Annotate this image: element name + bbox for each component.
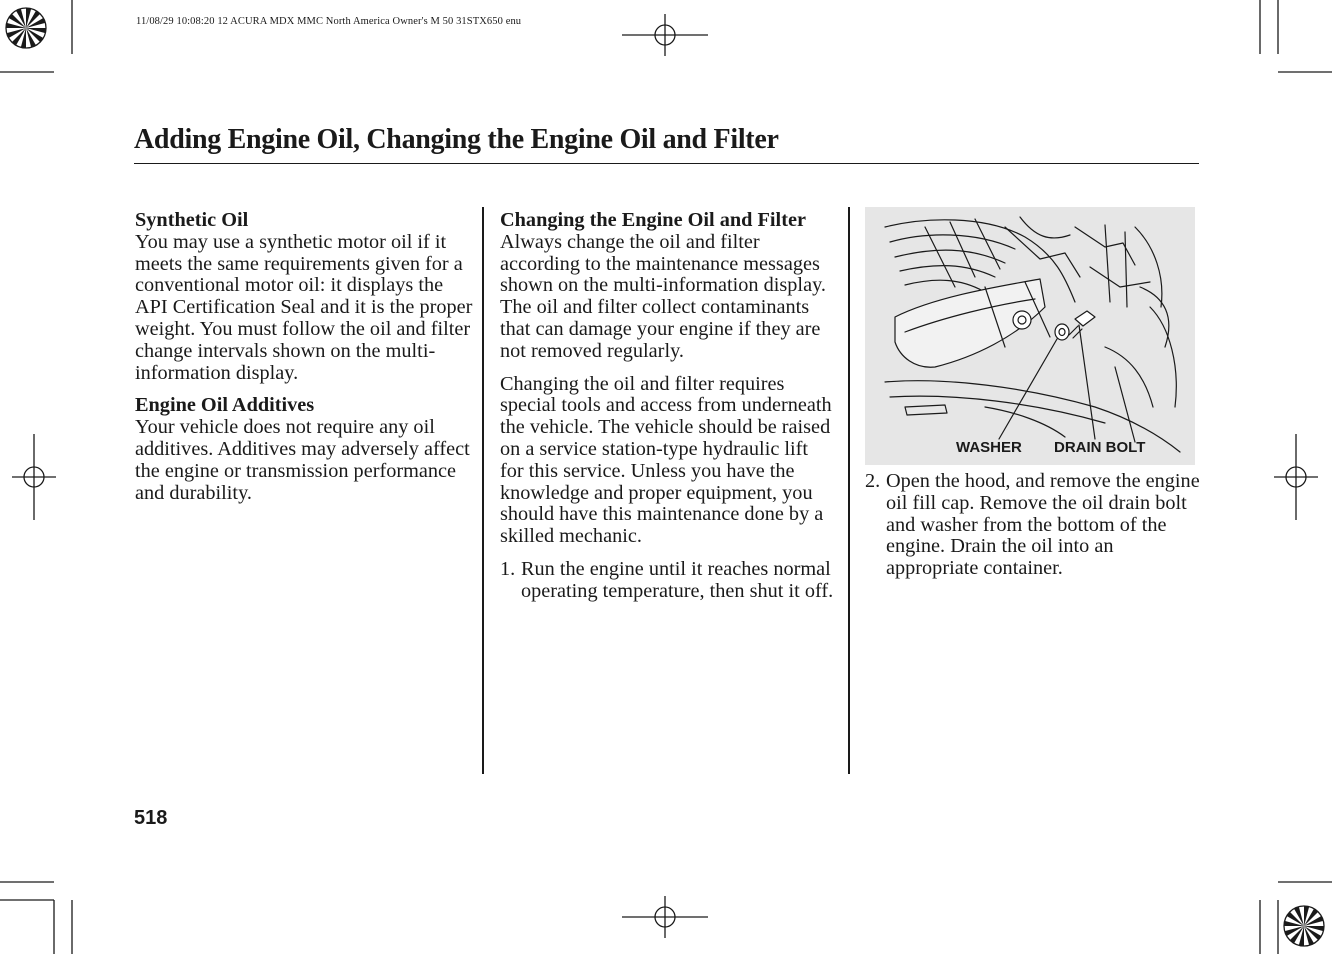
changing-oil-heading: Changing the Engine Oil and Filter bbox=[500, 209, 806, 231]
page-number: 518 bbox=[134, 807, 168, 829]
additives-body: Your vehicle does not require any oil additives. Additives may adversely affect the engine or transmission performance and durability. bbox=[135, 416, 470, 504]
title-rule bbox=[134, 163, 1199, 164]
column-1 bbox=[135, 210, 475, 515]
step-1-text: Run the engine until it reaches normal operating temperature, then shut it off. bbox=[521, 557, 834, 602]
synthetic-oil-body: You may use a synthetic motor oil if it meets the same requirements given for a conventional motor oil: it displays the API Certification Seal and it is the proper weight. You must follow the oil and filter change intervals shown on the multi-information display. bbox=[135, 230, 473, 384]
drain-bolt-illustration bbox=[865, 207, 1195, 465]
column-2 bbox=[500, 210, 835, 603]
column-3 bbox=[865, 471, 1200, 580]
additives-section bbox=[135, 395, 475, 504]
step-1-number: 1. bbox=[500, 557, 516, 580]
print-slug: 11/08/29 10:08:20 12 ACURA MDX MMC North America Owner's M 50 31STX650 enu bbox=[136, 16, 522, 27]
synthetic-oil-section bbox=[135, 210, 475, 384]
changing-oil-body: Always change the oil and filter according to the maintenance messages shown on the multi-information display. The oil and filter collect contaminants that can damage your engine if they are not removed regularly. bbox=[500, 230, 826, 362]
synthetic-oil-heading: Synthetic Oil bbox=[135, 209, 249, 231]
step-2-text: Open the hood, and remove the engine oil fill cap. Remove the oil drain bolt and washer from the bottom of the engine. Drain the oil into an appropriate container. bbox=[886, 470, 1200, 580]
engine-underside-drawing bbox=[865, 207, 1195, 465]
column-divider-1 bbox=[482, 207, 484, 774]
drain-bolt-label: DRAIN BOLT bbox=[1054, 439, 1146, 456]
step-2-number: 2. bbox=[865, 470, 881, 492]
step-2 bbox=[865, 471, 1200, 580]
column-divider-2 bbox=[848, 207, 850, 774]
tools-paragraph: Changing the oil and filter requires special tools and access from underneath the vehicle. The vehicle should be raised on a service station-type hydraulic lift for this service. Unless you have the knowledge and proper equipment, you should have this maintenance done by a skilled mechanic. bbox=[500, 372, 832, 548]
changing-oil-section bbox=[500, 210, 835, 363]
additives-heading: Engine Oil Additives bbox=[135, 394, 315, 417]
washer-label: WASHER bbox=[956, 439, 1022, 456]
page-title: Adding Engine Oil, Changing the Engine Oil and Filter bbox=[134, 124, 779, 155]
step-1 bbox=[500, 559, 835, 603]
